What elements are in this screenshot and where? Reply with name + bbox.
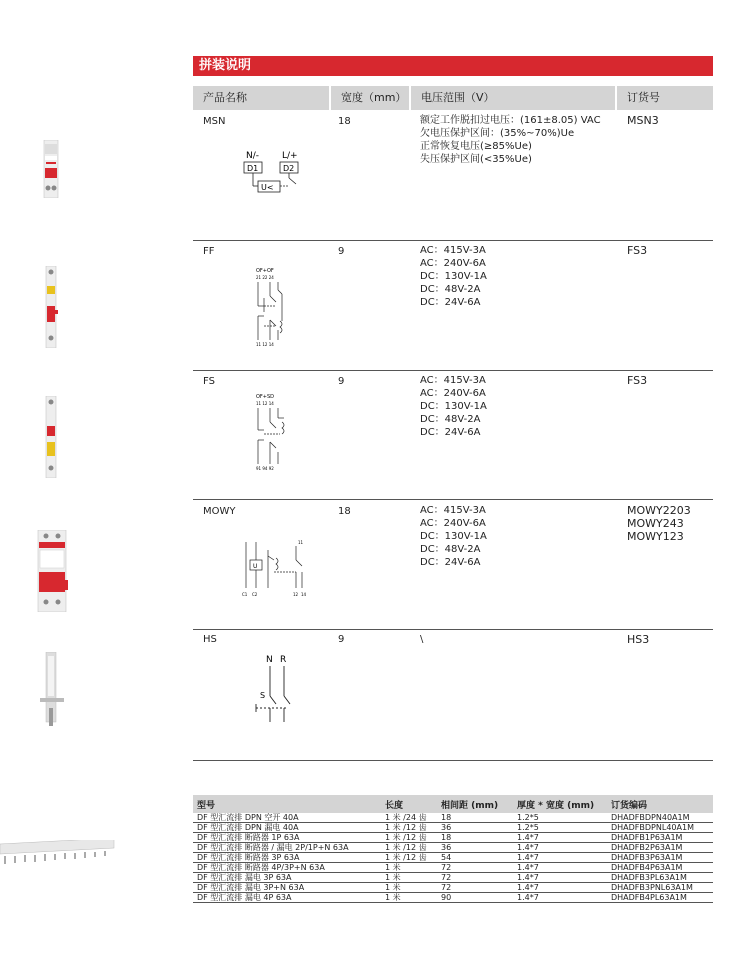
mowy-wiring-diagram bbox=[240, 536, 312, 598]
voltage-range bbox=[420, 244, 487, 309]
msn-u-label: U< bbox=[261, 183, 274, 192]
table-cell: DHADFB3PL63A1M bbox=[607, 873, 713, 883]
table-cell: DHADFB4PL63A1M bbox=[607, 893, 713, 903]
msn-n-label: N/- bbox=[246, 151, 260, 161]
voltage-line: 欠电压保护区间：(35%~70%)Ue bbox=[420, 128, 575, 139]
product-width: 9 bbox=[338, 246, 345, 257]
table-row bbox=[193, 893, 713, 903]
order-number: HS3 bbox=[627, 633, 650, 646]
row-divider bbox=[193, 499, 713, 500]
ff-wiring-diagram bbox=[252, 266, 300, 348]
table-cell: 1 米 bbox=[381, 863, 437, 873]
mowy-11-label: 11 bbox=[298, 540, 304, 545]
voltage-line: AC：240V-6A bbox=[420, 518, 486, 529]
table-cell: DF 型汇流排 断路器 4P/3P+N 63A bbox=[193, 863, 381, 873]
table-cell: DHADFB3P63A1M bbox=[607, 853, 713, 863]
table-cell: 1 米 /12 齿 bbox=[381, 823, 437, 833]
voltage-line: AC：240V-6A bbox=[420, 388, 486, 399]
voltage-line: AC：415V-3A bbox=[420, 245, 486, 256]
table-cell: 90 bbox=[437, 893, 513, 903]
section-title: 拼装说明 bbox=[193, 56, 713, 76]
table-cell: 1 米 /24 齿 bbox=[381, 813, 437, 823]
table-cell: 1 米 bbox=[381, 893, 437, 903]
table-cell: 1.4*7 bbox=[513, 843, 607, 853]
table-cell: 1 米 /12 齿 bbox=[381, 833, 437, 843]
table-cell: DF 型汇流排 漏电 3P 63A bbox=[193, 873, 381, 883]
table-cell: 1.4*7 bbox=[513, 863, 607, 873]
product-name: HS bbox=[203, 634, 217, 645]
voltage-line: DC：24V-6A bbox=[420, 297, 481, 308]
voltage-line: AC：415V-3A bbox=[420, 505, 486, 516]
col-thickness-width: 厚度 * 宽度 (mm) bbox=[513, 795, 607, 813]
ff-bottom-numbers: 11 12 14 bbox=[256, 342, 274, 347]
voltage-line: DC：48V-2A bbox=[420, 284, 481, 295]
table-cell: DHADFB2P63A1M bbox=[607, 843, 713, 853]
table-cell: DHADFB4P63A1M bbox=[607, 863, 713, 873]
hs-r-label: R bbox=[280, 655, 287, 665]
table-row bbox=[193, 873, 713, 883]
voltage-line: DC：130V-1A bbox=[420, 271, 487, 282]
header-product-name: 产品名称 bbox=[193, 86, 329, 110]
fs-top-numbers: 11 12 14 bbox=[256, 401, 274, 406]
voltage-line: DC：130V-1A bbox=[420, 401, 487, 412]
product-name: MSN bbox=[203, 116, 226, 127]
voltage-line: AC：240V-6A bbox=[420, 258, 486, 269]
table-cell: 1.4*7 bbox=[513, 853, 607, 863]
order-number: MOWY243 bbox=[627, 517, 684, 530]
table-cell: 36 bbox=[437, 843, 513, 853]
msn-d2-label: D2 bbox=[283, 164, 295, 173]
table-cell: DF 型汇流排 DPN 漏电 40A bbox=[193, 823, 381, 833]
table-cell: 1 米 /12 齿 bbox=[381, 843, 437, 853]
hs-s-label: S bbox=[260, 691, 266, 700]
voltage-line: 失压保护区间(<35%Ue) bbox=[420, 154, 532, 165]
table-row bbox=[193, 883, 713, 893]
col-pitch: 相间距 (mm) bbox=[437, 795, 513, 813]
mowy-14-label: 14 bbox=[301, 592, 307, 597]
product-name: FF bbox=[203, 246, 215, 257]
table-row bbox=[193, 833, 713, 843]
order-number: FS3 bbox=[627, 244, 648, 257]
table-cell: DF 型汇流排 漏电 4P 63A bbox=[193, 893, 381, 903]
col-order-code: 订货编码 bbox=[607, 795, 713, 813]
table-cell: DHADFBDPNL40A1M bbox=[607, 823, 713, 833]
voltage-range bbox=[420, 114, 601, 166]
table-cell: 1 米 bbox=[381, 873, 437, 883]
col-length: 长度 bbox=[381, 795, 437, 813]
ff-top-label: OF+OF bbox=[256, 268, 274, 274]
table-cell: 1 米 /12 齿 bbox=[381, 853, 437, 863]
table-cell: 1.4*7 bbox=[513, 873, 607, 883]
fs-wiring-diagram bbox=[252, 392, 300, 472]
voltage-line: AC：415V-3A bbox=[420, 375, 486, 386]
voltage-line: DC：48V-2A bbox=[420, 544, 481, 555]
table-cell: 18 bbox=[437, 833, 513, 843]
row-divider bbox=[193, 370, 713, 371]
msn-d1-label: D1 bbox=[247, 164, 259, 173]
hs-wiring-diagram bbox=[252, 652, 300, 724]
table-cell: 1.4*7 bbox=[513, 833, 607, 843]
product-width: 18 bbox=[338, 116, 351, 127]
voltage-line: DC：24V-6A bbox=[420, 557, 481, 568]
table-cell: 54 bbox=[437, 853, 513, 863]
col-model: 型号 bbox=[193, 795, 381, 813]
mowy-12-label: 12 bbox=[293, 592, 299, 597]
mowy-c2-label: C2 bbox=[252, 592, 258, 597]
row-divider bbox=[193, 760, 713, 761]
order-number: MOWY2203 bbox=[627, 504, 691, 517]
header-width: 宽度（mm） bbox=[331, 86, 409, 110]
row-divider bbox=[193, 629, 713, 630]
ff-top-numbers: 21 22 24 bbox=[256, 275, 274, 280]
product-width: 9 bbox=[338, 376, 345, 387]
busbar-product-image bbox=[0, 840, 116, 870]
fs-bottom-numbers: 91 94 92 bbox=[256, 466, 274, 471]
table-cell: DF 型汇流排 漏电 3P+N 63A bbox=[193, 883, 381, 893]
table-cell: 72 bbox=[437, 863, 513, 873]
voltage-line: DC：130V-1A bbox=[420, 531, 487, 542]
product-width: 9 bbox=[338, 634, 345, 645]
table-cell: DHADFB3PNL63A1M bbox=[607, 883, 713, 893]
order-number: MOWY123 bbox=[627, 530, 684, 543]
voltage-line: 额定工作脱扣过电压：(161±8.05) VAC bbox=[420, 115, 601, 126]
table-row bbox=[193, 863, 713, 873]
table-cell: DF 型汇流排 断路器 3P 63A bbox=[193, 853, 381, 863]
fs-top-label: OF+SD bbox=[256, 394, 275, 400]
table-cell: DF 型汇流排 断路器 1P 63A bbox=[193, 833, 381, 843]
table-cell: 18 bbox=[437, 813, 513, 823]
busbar-table bbox=[193, 795, 713, 903]
mowy-c1-label: C1 bbox=[242, 592, 248, 597]
table-cell: DF 型汇流排 断路器 / 漏电 2P/1P+N 63A bbox=[193, 843, 381, 853]
voltage-range bbox=[420, 374, 487, 439]
header-order: 订货号 bbox=[617, 86, 713, 110]
table-cell: 36 bbox=[437, 823, 513, 833]
order-number: MSN3 bbox=[627, 114, 659, 127]
table-cell: 1.4*7 bbox=[513, 883, 607, 893]
mowy-u-label: U bbox=[253, 563, 258, 570]
table-cell: 1 米 bbox=[381, 883, 437, 893]
fs-product-image bbox=[44, 396, 58, 478]
product-name: FS bbox=[203, 376, 215, 387]
mowy-product-image bbox=[36, 530, 70, 612]
hs-n-label: N bbox=[266, 655, 273, 665]
table-cell: 1.2*5 bbox=[513, 813, 607, 823]
voltage-range bbox=[420, 504, 487, 569]
hs-product-image bbox=[38, 652, 66, 728]
voltage-line: 正常恢复电压(≥85%Ue) bbox=[420, 141, 532, 152]
product-name: MOWY bbox=[203, 506, 236, 517]
product-width: 18 bbox=[338, 506, 351, 517]
table-row bbox=[193, 843, 713, 853]
table-row bbox=[193, 853, 713, 863]
ff-product-image bbox=[44, 266, 58, 348]
table-row bbox=[193, 813, 713, 823]
busbar-table-body bbox=[193, 813, 713, 903]
msn-product-image bbox=[40, 140, 62, 198]
table-cell: 1.4*7 bbox=[513, 893, 607, 903]
msn-wiring-diagram bbox=[240, 148, 320, 198]
table-cell: DF 型汇流排 DPN 空开 40A bbox=[193, 813, 381, 823]
msn-l-label: L/+ bbox=[282, 151, 298, 161]
table-cell: 1.2*5 bbox=[513, 823, 607, 833]
table-cell: DHADFBDPN40A1M bbox=[607, 813, 713, 823]
voltage-range: \ bbox=[420, 634, 424, 645]
voltage-line: DC：24V-6A bbox=[420, 427, 481, 438]
table-cell: 72 bbox=[437, 873, 513, 883]
table-row bbox=[193, 823, 713, 833]
row-divider bbox=[193, 240, 713, 241]
table-cell: 72 bbox=[437, 883, 513, 893]
table-cell: DHADFB1P63A1M bbox=[607, 833, 713, 843]
order-number: FS3 bbox=[627, 374, 648, 387]
header-voltage: 电压范围（V） bbox=[411, 86, 615, 110]
busbar-table-header bbox=[193, 795, 713, 813]
order-numbers bbox=[627, 504, 691, 543]
voltage-line: DC：48V-2A bbox=[420, 414, 481, 425]
